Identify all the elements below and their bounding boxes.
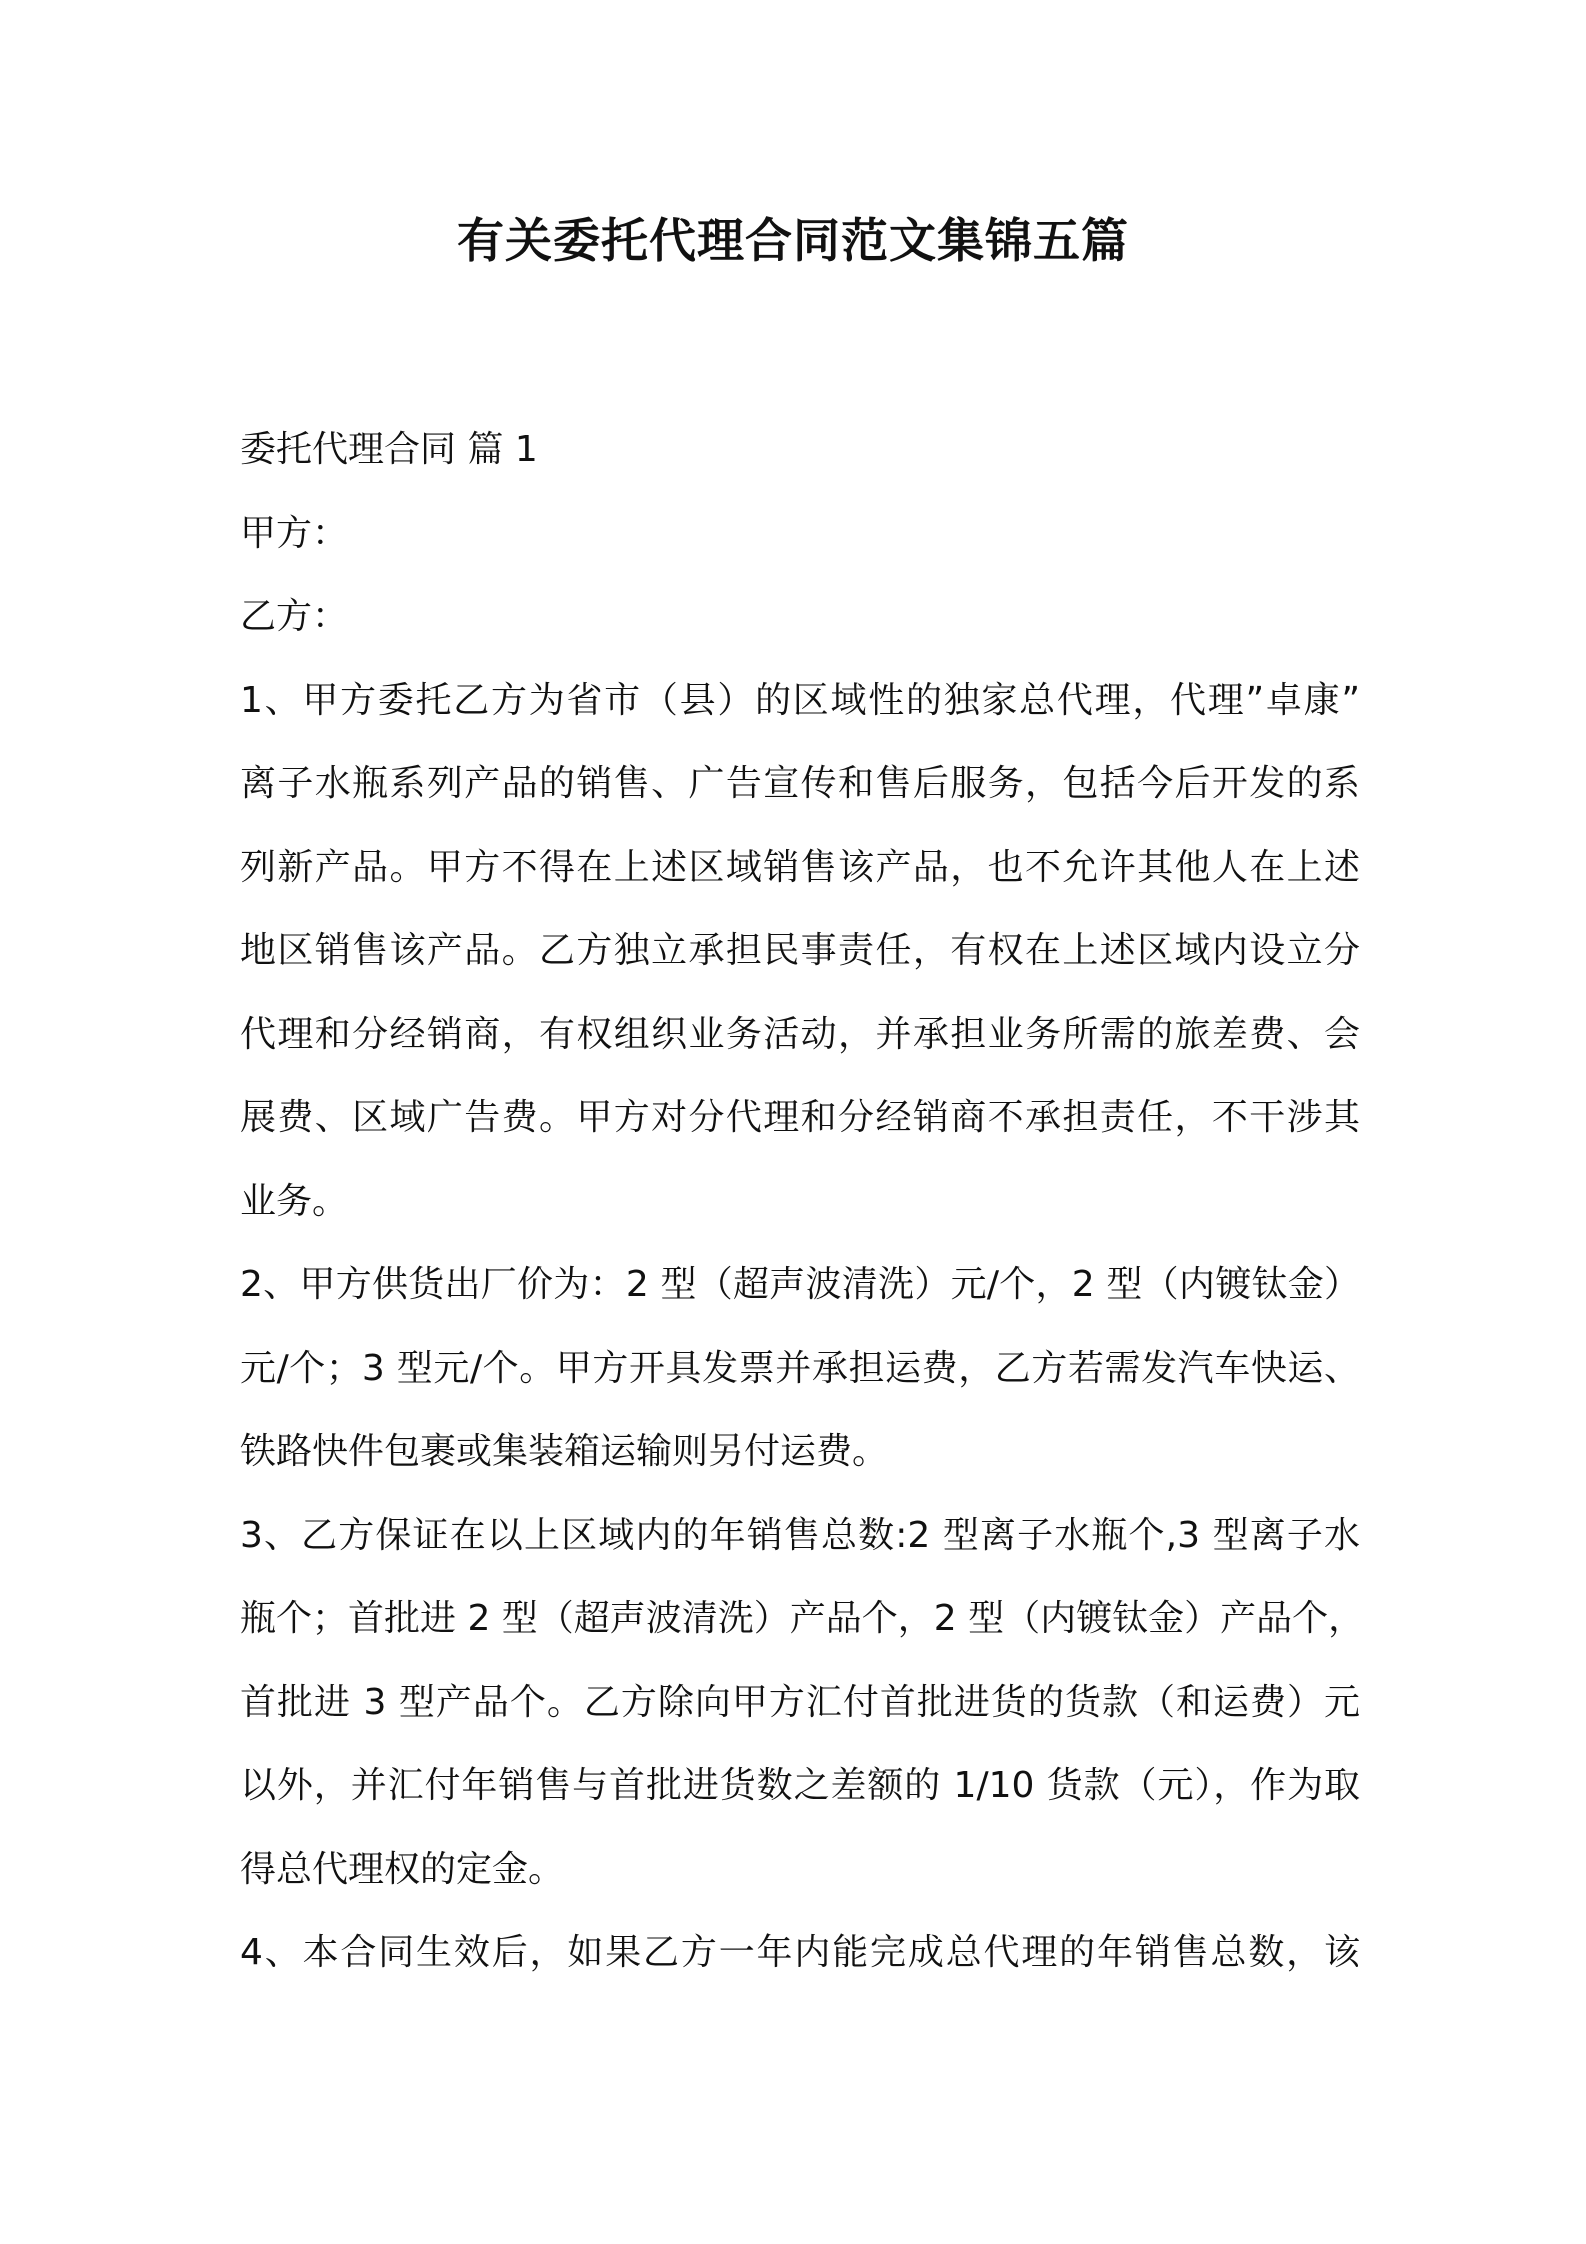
clause-1-line-3: 列新产品。甲方不得在上述区域销售该产品，也不允许其他人在上述 (240, 846, 1360, 888)
document-body (240, 408, 1365, 1995)
party-a-label: 甲方： (240, 512, 349, 554)
clause-3-line-1: 3、乙方保证在以上区域内的年销售总数:2 型离子水瓶个,3 型离子水 (240, 1514, 1360, 1556)
clause-1-line-7: 业务。 (240, 1180, 349, 1222)
clause-1-line-1: 1、甲方委托乙方为省市（县）的区域性的独家总代理，代理”卓康” (240, 679, 1360, 721)
clause-3-line-3: 首批进 3 型产品个。乙方除向甲方汇付首批进货的货款（和运费）元 (240, 1681, 1360, 1723)
clause-2-line-3: 铁路快件包裹或集装箱运输则另付运费。 (240, 1431, 889, 1472)
clause-2-line-2: 元/个；3 型元/个。甲方开具发票并承担运费，乙方若需发汽车快运、 (240, 1347, 1360, 1389)
clause-3-line-4: 以外，并汇付年销售与首批进货数之差额的 1/10 货款（元），作为取 (240, 1765, 1360, 1806)
clause-1-line-6: 展费、区域广告费。甲方对分代理和分经销商不承担责任，不干涉其 (240, 1097, 1360, 1138)
document-title: 有关委托代理合同范文集锦五篇 (457, 214, 1129, 269)
clause-1-line-5: 代理和分经销商，有权组织业务活动，并承担业务所需的旅差费、会 (240, 1013, 1360, 1055)
party-b-label: 乙方： (240, 596, 349, 637)
clause-4-line-1: 4、本合同生效后，如果乙方一年内能完成总代理的年销售总数，该 (240, 1932, 1360, 1973)
section-heading: 委托代理合同 篇 1 (240, 429, 538, 470)
clause-1-line-4: 地区销售该产品。乙方独立承担民事责任，有权在上述区域内设立分 (240, 930, 1360, 971)
clause-3-line-5: 得总代理权的定金。 (240, 1848, 565, 1890)
clause-3-line-2: 瓶个；首批进 2 型（超声波清洗）产品个，2 型（内镀钛金）产品个， (240, 1598, 1365, 1639)
clause-1-line-2: 离子水瓶系列产品的销售、广告宣传和售后服务，包括今后开发的系 (240, 763, 1360, 804)
clause-2-line-1: 2、甲方供货出厂价为：2 型（超声波清洗）元/个，2 型（内镀钛金） (240, 1264, 1360, 1305)
